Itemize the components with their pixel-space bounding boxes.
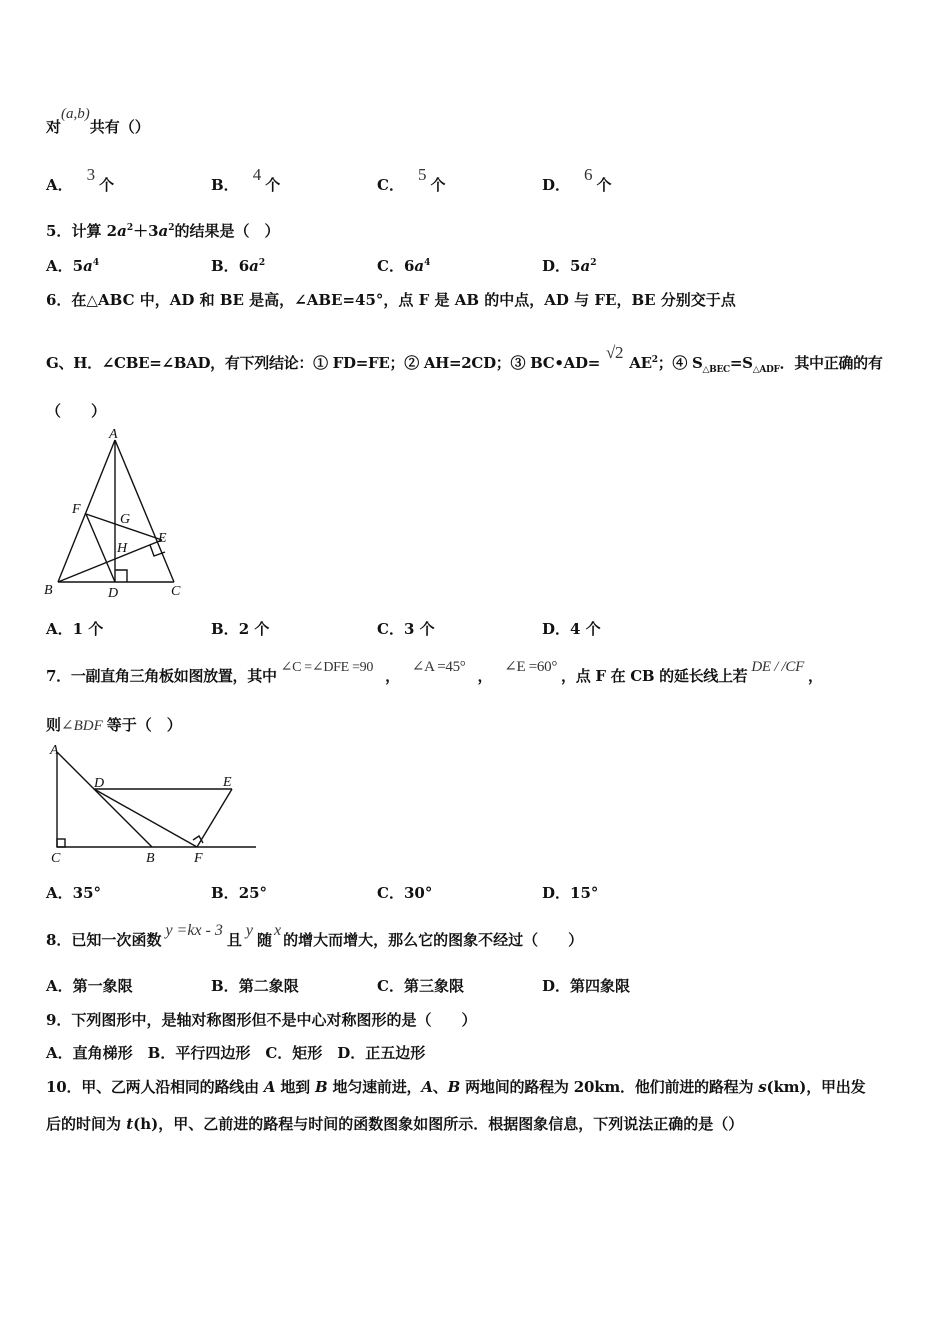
q6-label-e: E bbox=[158, 531, 167, 546]
q6-stem-line1: 6．在△ABC 中，AD 和 BE 是高，∠ABE=45°，点 F 是 AB 的中点，AD 与 FE，BE 分别交于点 bbox=[46, 291, 736, 309]
q10-stem-line1: 10．甲、乙两人沿相同的路线由 A 地到 B 地匀速前进，A、B 两地间的路程为 20km．他们前进的路程为 s(km)，甲出发 bbox=[46, 1078, 866, 1096]
q7-line-ef bbox=[197, 789, 232, 847]
q7-option-c: C．30° bbox=[377, 884, 433, 902]
q5-option-c: C．$6a^4$ bbox=[377, 257, 431, 275]
q4-lead: 对 bbox=[46, 118, 62, 136]
q7-label-a: A bbox=[50, 743, 59, 758]
q8-option-a: A．第一象限 bbox=[46, 977, 133, 995]
q6-label-c: C bbox=[171, 584, 181, 599]
q7-option-a: A．35° bbox=[46, 884, 102, 902]
q7-label-b: B bbox=[146, 851, 155, 866]
q5-option-d: D．$5a^2$ bbox=[542, 257, 597, 275]
q6-stem-line2: G、H．∠CBE=∠BAD，有下列结论：① FD=FE；② AH=2CD；③ $BC•AD=√2AE^2$；④ $S_{\triangle BEC}=S_{\triangle ADF}$．其中正确的有 bbox=[46, 343, 883, 375]
q5-option-b: B．$6a^2$ bbox=[211, 257, 266, 275]
q6-option-b: B．2 个 bbox=[211, 620, 270, 638]
q6-label-h: H bbox=[117, 541, 128, 556]
q6-label-g: G bbox=[120, 512, 131, 527]
q7-option-d: D．15° bbox=[542, 884, 599, 902]
q6-option-c: C．3 个 bbox=[377, 620, 435, 638]
q8-option-d: D．第四象限 bbox=[542, 977, 631, 995]
q7-line-ab bbox=[57, 752, 152, 847]
q6-triangle-figure bbox=[40, 425, 200, 605]
q7-stem-line1: 7．一副直角三角板如图放置，其中 ∠C =∠DFE =90 ， ∠A =45° ， ∠E =60° ，点 F 在 CB 的延长线上若 DE / /CF ， bbox=[46, 659, 823, 685]
q6-right-angle-d bbox=[115, 570, 127, 582]
q7-stem-line2: 则∠BDF 等于（ ） bbox=[46, 716, 182, 734]
q4-option-c: C．5个 bbox=[377, 165, 446, 194]
q6-label-a: A bbox=[109, 427, 118, 442]
q7-label-d: D bbox=[94, 776, 105, 791]
q6-option-d: D．4 个 bbox=[542, 620, 601, 638]
q5-stem: 5．计算 $2a^2+3a^2$的结果是（ ） bbox=[46, 222, 280, 240]
q6-label-f: F bbox=[72, 502, 81, 517]
q7-label-e: E bbox=[223, 775, 232, 790]
q6-line-be bbox=[58, 540, 162, 582]
q10-stem-line2: 后的时间为 t(h)，甲、乙前进的路程与时间的函数图象如图所示．根据图象信息，下列说法正确的是（） bbox=[46, 1115, 744, 1133]
q4-option-d: D．6个 bbox=[542, 165, 612, 194]
q8-option-c: C．第三象限 bbox=[377, 977, 464, 995]
q7-right-angle-c bbox=[57, 839, 65, 847]
q6-stem-line3: （ ） bbox=[46, 402, 107, 420]
q7-line-df bbox=[94, 789, 197, 847]
q4-option-b: B．4个 bbox=[211, 165, 281, 194]
q7-option-b: B．25° bbox=[211, 884, 268, 902]
q9-stem: 9．下列图形中，是轴对称图形但不是中心对称图形的是（ ） bbox=[46, 1011, 477, 1029]
q7-right-angle-f bbox=[193, 836, 203, 843]
q6-line-ac bbox=[115, 440, 174, 582]
q7-label-c: C bbox=[51, 851, 61, 866]
q4-option-a: A．3个 bbox=[46, 165, 115, 194]
q8-stem: 8．已知一次函数y =kx - 3且y随x的增大而增大，那么它的图象不经过（ ） bbox=[46, 922, 584, 949]
q6-option-a: A．1 个 bbox=[46, 620, 104, 638]
q8-option-b: B．第二象限 bbox=[211, 977, 299, 995]
q6-label-d: D bbox=[108, 586, 119, 601]
q9-options: A．直角梯形 B．平行四边形 C．矩形 D．正五边形 bbox=[46, 1044, 426, 1062]
q7-label-f: F bbox=[194, 851, 203, 866]
q6-label-b: B bbox=[44, 583, 53, 598]
q4-stem bbox=[46, 106, 150, 137]
q7-set-squares-figure bbox=[44, 740, 264, 870]
q4-pair-math: (a,b) bbox=[61, 106, 90, 122]
q6-line-fd bbox=[86, 514, 115, 582]
q5-option-a: A．$5a^4$ bbox=[46, 257, 100, 275]
q4-tail: 共有（） bbox=[89, 118, 150, 136]
